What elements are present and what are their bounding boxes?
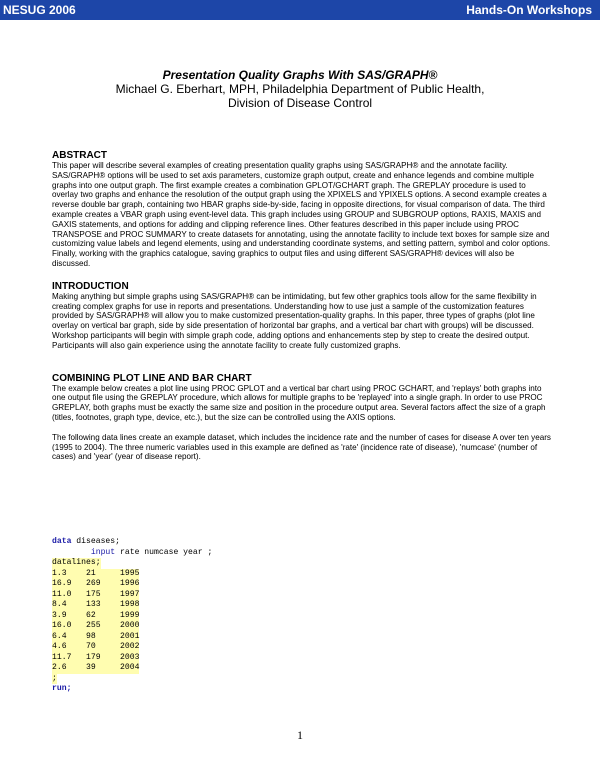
code-data-row: 3.9 62 1999	[52, 610, 140, 620]
combining-heading: COMBINING PLOT LINE AND BAR CHART	[52, 372, 252, 384]
code-block	[52, 537, 212, 695]
header-bar	[0, 0, 600, 20]
code-data-row: 11.0 175 1997	[52, 589, 140, 599]
section-name: Hands-On Workshops	[466, 3, 592, 17]
author-line: Michael G. Eberhart, MPH, Philadelphia Department of Public Health,	[115, 82, 485, 96]
introduction-heading: INTRODUCTION	[52, 280, 129, 292]
page-number: 1	[297, 728, 303, 742]
code-data-row: 16.9 269 1996	[52, 579, 140, 588]
body-content	[52, 150, 554, 462]
code-data-row: 6.4 98 2001	[52, 631, 140, 641]
affiliation-line: Division of Disease Control	[227, 96, 373, 110]
code-terminator: ;	[52, 673, 57, 683]
code-data-row: 16.0 255 2000	[52, 621, 140, 630]
paper-title: Presentation Quality Graphs With SAS/GRAPH®	[162, 68, 438, 82]
code-data-row: 4.6 70 2002	[52, 642, 140, 651]
introduction-text: Making anything but simple graphs using SAS/GRAPH® can be intimidating, but few other graphics tools allow for the same flexibility in creating complex graphs for use in reports and presentations. Understanding how to use just a sample of the customization features provided by SAS/GRAPH® will allow you to make customized presentation-quality graphs. In this paper, three types of graphs (plot line overlay on vertical bar graph, side by side presentation of horizontal bar graphs, and a vertical bar chart with groups) will be discussed. Workshop participants will begin with simple graph code, adding options and enhancements step by step to create the desired output. Participants will also gain experience using the annotate facility to create fully customized graphs.	[52, 291, 537, 350]
combining-text-2: The following data lines create an example dataset, which includes the incidence rate and the number of cases for disease A over ten years (1995 to 2004). The three numeric variables used in this example are defined as 'rate' (incidence rate of disease), 'numcase' (number of cases) and 'year' (year of disease report).	[52, 432, 551, 462]
code-input-keyword: input	[90, 547, 116, 557]
code-data-keyword: data	[52, 537, 72, 546]
code-data-row: 11.7 179 2003	[52, 652, 140, 662]
code-datalines-keyword: datalines;	[52, 558, 101, 567]
abstract-text: This paper will describe several examples of creating presentation quality graphs using SAS/GRAPH® and the annotate facility. SAS/GRAPH® options will be used to set axis parameters, customize graph output, create and enhance legends and combine multiple graphs into one output graph. The first example creates a combination GPLOT/GCHART graph. The GREPLAY procedure is used to overlay two graphs and enhance the resolution of the output graph using the XPIXELS and YPIXELS options. A second example creates a reverse double bar graph, containing two HBAR graphs side-by-side, facing in opposite directions, for visual comparison of data. The third example creates a VBAR graph using event-level data. This graph includes using GROUP and SUBGROUP options, RAXIS, MAXIS and GAXIS statements, and options for adding and clipping reference lines. Other features described in this paper include using PROC TRANSPOSE and PROC SUMMARY to create datasets for annotating, using the annotate facility to include text boxes for sample size and customizing value labels and legend elements, using and understanding coordinate systems, and setting pattern, symbol and color options. Finally, working with the graphics catalogue, saving graphics to output files and using different SAS/GRAPH® devices will also be discussed.	[52, 161, 551, 268]
code-data-row: 2.6 39 2004	[52, 663, 140, 672]
code-data-row: 8.4 133 1998	[52, 600, 140, 609]
combining-text-1: The example below creates a plot line using PROC GPLOT and a vertical bar chart using PROC GCHART, and 'replays' both graphs into one output file using the GREPLAY procedure, which allows for multiple graphs to be 'replayed' into a single graph. In order to use PROC GREPLAY, both graphs must be exactly the same size and position in the procedure output area. Several factors affect the size of a graph (titles, footnotes, graph type, device, etc.), but the size can be controlled using the AXIS options.	[52, 383, 546, 422]
abstract-heading: ABSTRACT	[52, 150, 107, 161]
code-data-statement: diseases;	[71, 537, 121, 546]
code-input-statement: rate numcase year ;	[115, 547, 213, 557]
code-run-keyword: run;	[52, 684, 72, 693]
conference-name: NESUG 2006	[3, 3, 76, 17]
title-block	[0, 69, 600, 110]
code-data-row: 1.3 21 1995	[52, 568, 140, 578]
